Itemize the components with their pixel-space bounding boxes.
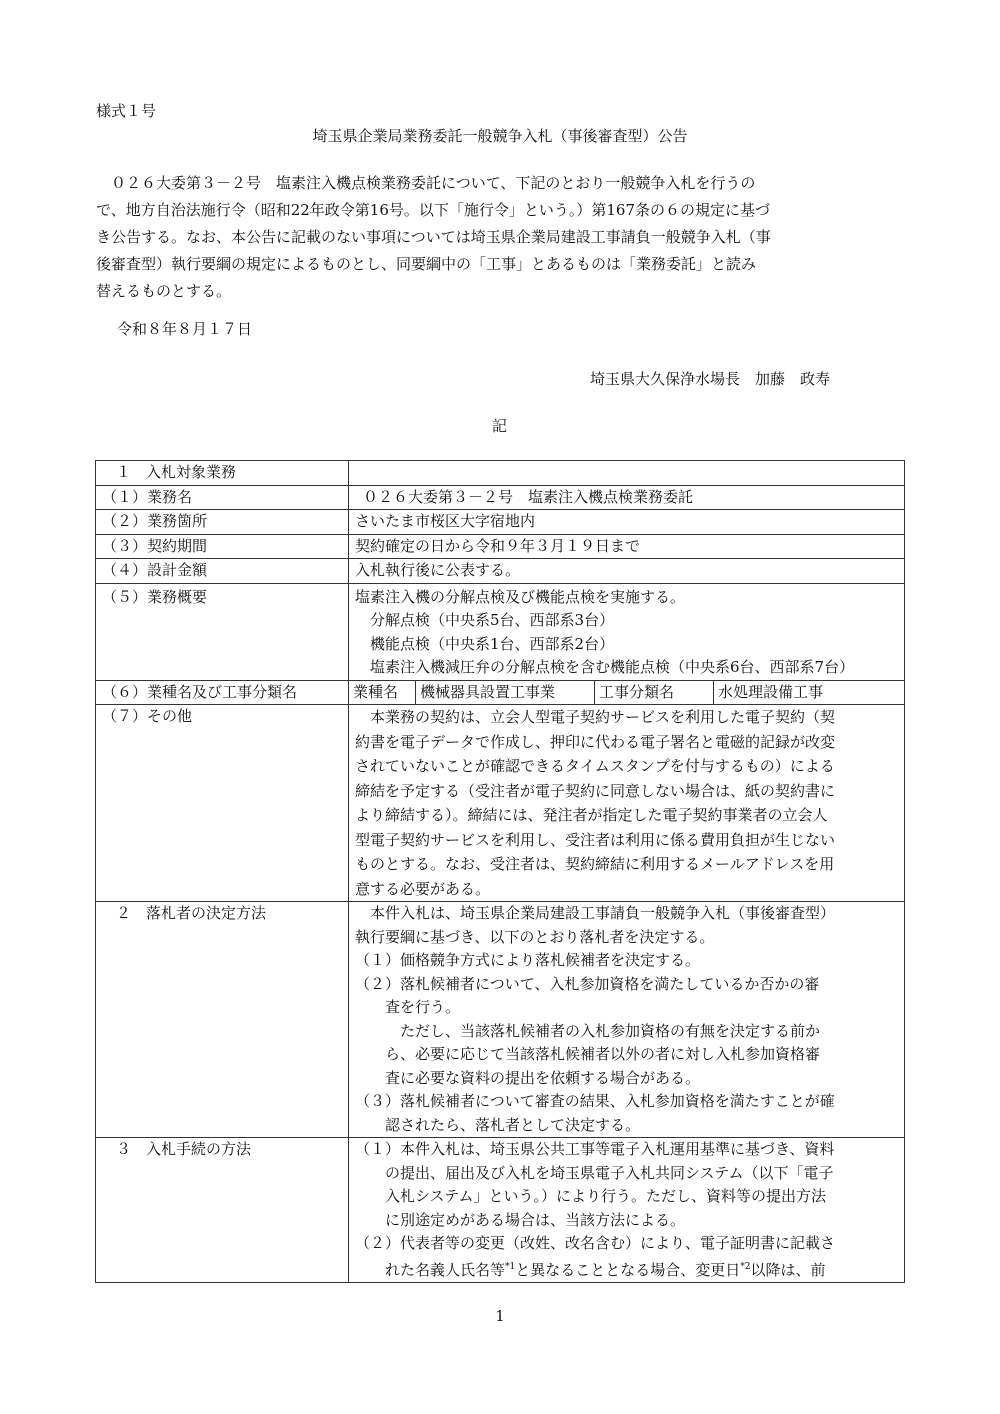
intro-line: で、地方自治法施行令（昭和22年政令第16号。以下「施行令」という。）第167条の６の規定に基づ (96, 201, 771, 219)
row-value (349, 1138, 905, 1283)
row-label: （４）設計金額 (96, 559, 349, 584)
row-value: さいたま市桜区大字宿地内 (349, 510, 905, 535)
table-row (96, 461, 905, 486)
other-line: ものとする。なお、受注者は、契約締結に利用するメールアドレスを用 (355, 855, 835, 873)
sec2-line: ら、必要に応じて当該落札候補者以外の者に対し入札参加資格審 (385, 1045, 821, 1063)
other-line: より締結する）。締結には、発注者が指定した電子契約事業者の立会人 (355, 806, 828, 824)
overview-line: 分解点検（中央系5台、西部系3台） (370, 611, 615, 629)
category-key: 業種名 (349, 681, 416, 705)
category-cell (349, 680, 905, 705)
other-line: 締結を予定する（受注者が電子契約に同意しない場合は、紙の契約書に (355, 781, 836, 800)
overview-line: 機能点検（中央系1台、西部系2台） (370, 634, 615, 653)
row-value (349, 902, 905, 1138)
sec3-line: （１）本件入札は、埼玉県公共工事等電子入札運用基準に基づき、資料 (355, 1140, 835, 1158)
row-label: （５）業務概要 (96, 583, 349, 680)
intro-line: 後審査型）執行要綱の規定によるものとし、同要綱中の「工事」とあるものは「業務委託」と読み (96, 255, 757, 273)
bid-details-table (95, 460, 905, 1283)
sec3-line: れた名義人氏名等$^{*1}$と異なることとなる場合、変更日$^{*2}$以降は、前 (385, 1260, 826, 1279)
row-value: 入札執行後に公表する。 (349, 559, 905, 584)
sec2-line: ただし、当該落札候補者の入札参加資格の有無を決定する前か (385, 1021, 821, 1040)
row-value (349, 705, 905, 902)
notice-title: 埼玉県企業局業務委託一般競争入札（事後審査型）公告 (312, 127, 688, 145)
category-subtable (349, 681, 904, 705)
sec2-line: 査を行う。 (385, 998, 461, 1016)
table-row (96, 534, 905, 559)
overview-line: 塩素注入機減圧弁の分解点検を含む機能点検（中央系6台、西部系7台） (370, 658, 855, 676)
sec3-line: 入札システム」という。）により行う。ただし、資料等の提出方法 (385, 1187, 827, 1205)
other-line: されていないことが確認できるタイムスタンプを付与するもの）による (355, 757, 835, 775)
table-row (96, 583, 905, 680)
page-number: 1 (495, 1307, 505, 1325)
row-label: （１）業務名 (96, 485, 349, 510)
sec3-line: （２）代表者等の変更（改姓、改名含む）により、電子証明書に記載さ (355, 1234, 836, 1252)
section-label: ２ 落札者の決定方法 (96, 902, 349, 1138)
row-value: ０２６大委第３－２号 塩素注入機点検業務委託 (349, 485, 905, 510)
overview-line: 塩素注入機の分解点検及び機能点検を実施する。 (355, 587, 686, 606)
sec2-line: （１）価格競争方式により落札候補者を決定する。 (355, 951, 701, 969)
sec2-line: 本件入札は、埼玉県企業局建設工事請負一般競争入札（事後審査型） (355, 904, 836, 922)
other-line: 意する必要がある。 (355, 879, 491, 898)
other-line: 本業務の契約は、立会人型電子契約サービスを利用した電子契約（契 (355, 708, 836, 726)
table-row (96, 559, 905, 584)
sec2-line: 査に必要な資料の提出を依頼する場合がある。 (385, 1068, 701, 1087)
sec3-line: に別途定めがある場合は、当該方法による。 (385, 1210, 686, 1229)
other-line: 約書を電子データで作成し、押印に代わる電子署名と電磁的記録が改変 (355, 732, 836, 751)
row-value: 契約確定の日から令和９年３月１９日まで (349, 534, 905, 559)
table-row (96, 902, 905, 1138)
sec2-line: （３）落札候補者について審査の結果、入札参加資格を満たすことが確 (355, 1092, 835, 1110)
row-label: （２）業務箇所 (96, 510, 349, 535)
section-label: １ 入札対象業務 (96, 461, 349, 486)
sec2-line: （２）落札候補者について、入札参加資格を満たしているか否かの審 (355, 974, 820, 993)
table-cell (349, 461, 905, 486)
table-row (96, 1138, 905, 1283)
notice-date: 令和８年８月１７日 (117, 320, 253, 338)
category-key: 工事分類名 (595, 681, 714, 705)
intro-paragraph (96, 170, 906, 305)
form-number: 様式１号 (96, 102, 157, 120)
row-label: （７）その他 (96, 705, 349, 902)
other-line: 型電子契約サービスを利用し、受注者は利用に係る費用負担が生じない (355, 830, 836, 849)
intro-line: 替えるものとする。 (96, 282, 232, 300)
row-value (349, 583, 905, 680)
category-value: 水処理設備工事 (718, 682, 824, 701)
table-row (96, 510, 905, 535)
ki-heading: 記 (492, 417, 508, 435)
category-value: 機械器具設置工事業 (416, 681, 595, 705)
row-label: （３）契約期間 (96, 534, 349, 559)
row-label: （６）業種名及び工事分類名 (96, 680, 349, 705)
intro-line: ０２６大委第３－２号 塩素注入機点検業務委託について、下記のとおり一般競争入札を行うの (96, 174, 756, 192)
table-row (96, 485, 905, 510)
sec3-line: の提出、届出及び入札を埼玉県電子入札共同システム（以下「電子 (385, 1163, 834, 1182)
sec2-line: 認されたら、落札者として決定する。 (385, 1115, 641, 1134)
section-label: ３ 入札手続の方法 (96, 1138, 349, 1283)
table-row (96, 680, 905, 705)
issuer-name: 埼玉県大久保浄水場長 加藤 政寿 (590, 370, 831, 388)
sec2-line: 執行要綱に基づき、以下のとおり落札者を決定する。 (355, 927, 715, 946)
intro-line: き公告する。なお、本公告に記載のない事項については埼玉県企業局建設工事請負一般競争入札（事 (96, 228, 771, 246)
table-row (96, 705, 905, 902)
